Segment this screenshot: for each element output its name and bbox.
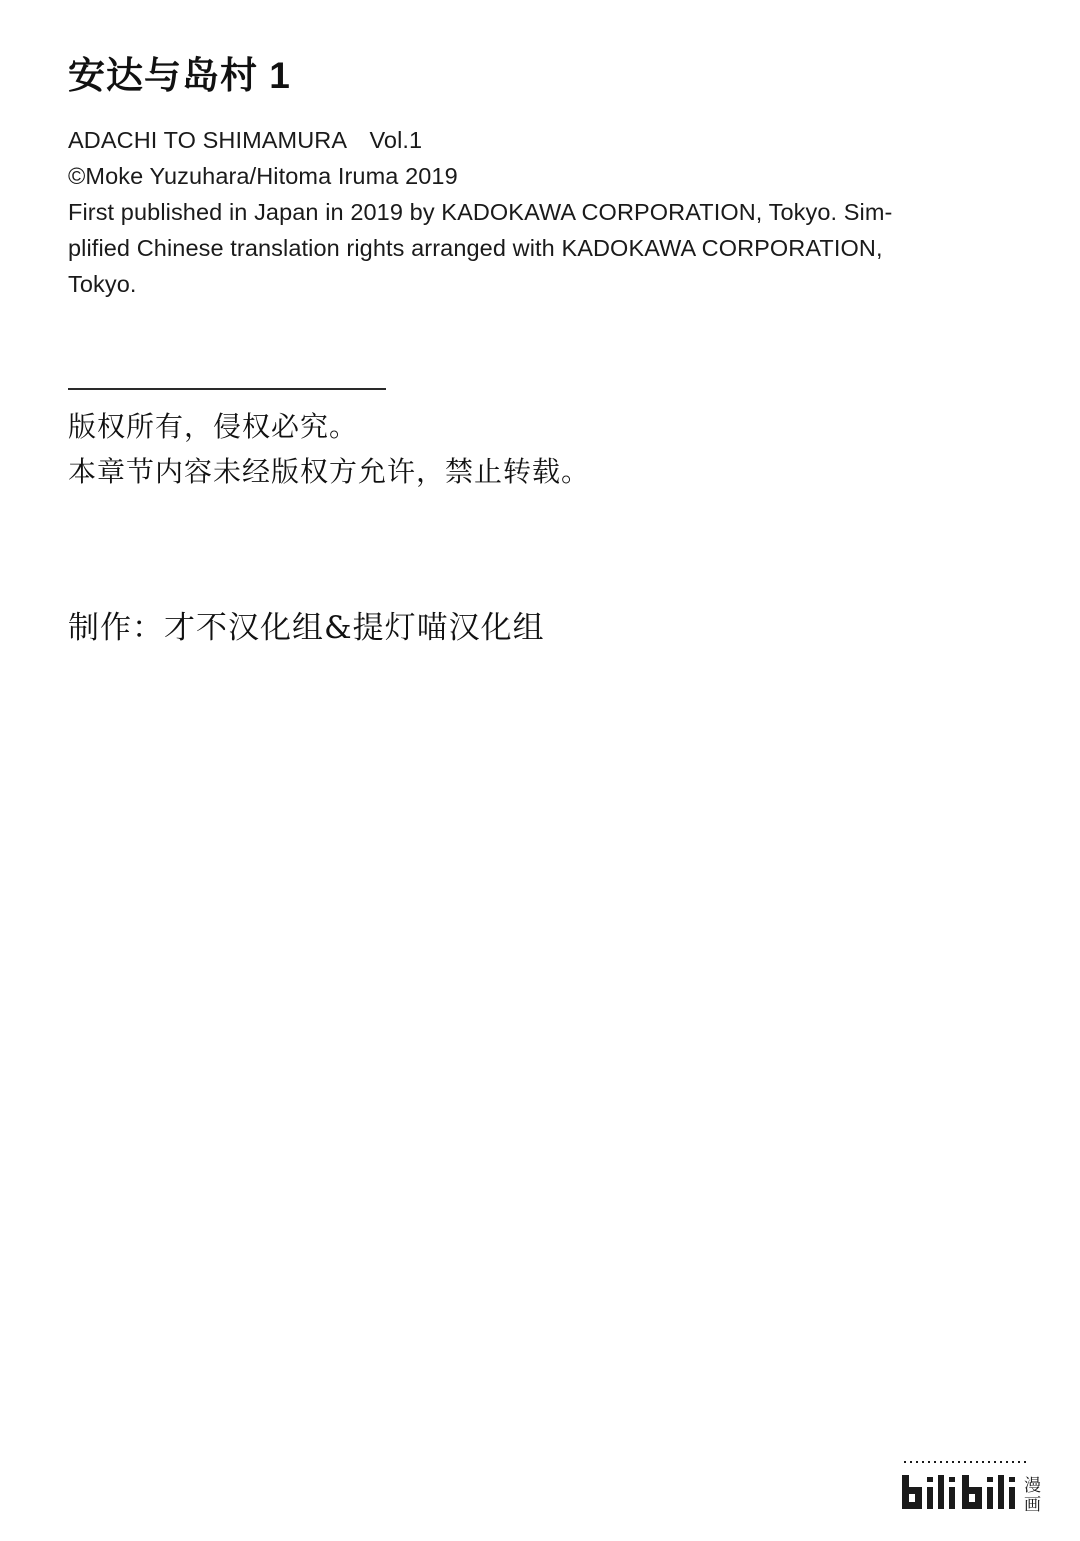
page-content (68, 52, 1020, 647)
copyright-notice-block (68, 404, 1020, 494)
copyright-line: Tokyo. (68, 271, 137, 298)
svg-text:画: 画 (1024, 1495, 1041, 1515)
notice-line: 本章节内容未经版权方允许，禁止转载。 (68, 456, 591, 488)
copyright-line: First published in Japan in 2019 by KADOKAWA CORPORATION, Tokyo. Sim- (68, 199, 893, 226)
copyright-line: ©Moke Yuzuhara/Hitoma Iruma 2019 (68, 163, 458, 190)
page-title: 安达与岛村 1 (68, 55, 291, 96)
copyright-line: plified Chinese translation rights arranged with KADOKAWA CORPORATION, (68, 235, 883, 262)
divider (68, 388, 386, 390)
copyright-latin-block (68, 122, 1020, 302)
scanlation-credit: 制作：才不汉化组&提灯喵汉化组 (68, 610, 545, 647)
notice-line: 版权所有，侵权必究。 (68, 411, 359, 443)
copyright-line: ADACHI TO SHIMAMURA Vol.1 (68, 127, 423, 154)
svg-text:漫: 漫 (1024, 1476, 1041, 1496)
bilibili-manga-logo (898, 1457, 1058, 1519)
